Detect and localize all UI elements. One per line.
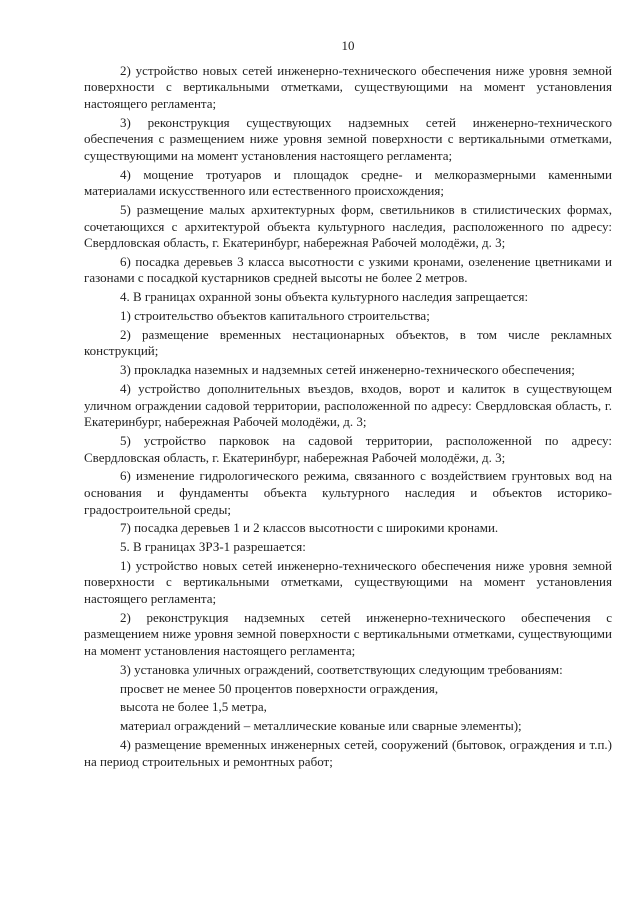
- requirement-line: материал ограждений – металлические кованые или сварные элементы);: [120, 718, 522, 734]
- paragraph-4-3: 4) размещение временных инженерных сетей, сооружений (бытовок, ограждения и т.п.) на период строительных и ремонтных работ;: [84, 736, 612, 769]
- paragraph-6-2: 6) изменение гидрологического режима, связанного с воздействием грунтовых вод на основания и фундаменты объекта культурного наследия и объектов историко-градостроительной среды;: [84, 468, 612, 517]
- paragraph-4-1: 4) мощение тротуаров и площадок средне- и мелкоразмерными каменными материалами искусственного или естественного происхождения;: [84, 166, 612, 199]
- section-4-heading: 4. В границах охранной зоны объекта культурного наследия запрещается:: [120, 289, 529, 305]
- section-5-heading: 5. В границах ЗРЗ-1 разрешается:: [120, 539, 306, 555]
- paragraph-1-3: 1) устройство новых сетей инженерно-технического обеспечения ниже уровня земной поверхности с вертикальными отметками, существующими на момент установления настоящего регламента;: [84, 557, 612, 607]
- paragraph-2-2: 2) размещение временных нестационарных объектов, в том числе рекламных конструкций;: [84, 326, 612, 359]
- requirement-line: просвет не менее 50 процентов поверхности ограждения,: [120, 680, 439, 696]
- paragraph-4-2: 4) устройство дополнительных въездов, входов, ворот и калиток в существующем уличном ограждении садовой территории, расположенной по адресу: Свердловская область, г. Екатеринбург, набережная Рабочей молодёжи, д. 3;: [84, 380, 612, 430]
- paragraph-1-2: 1) строительство объектов капитального строительства;: [120, 308, 430, 324]
- paragraph-6-1: 6) посадка деревьев 3 класса высотности с узкими кронами, озеленение цветниками и газонами с посадкой кустарников средней высоты не более 2 метров.: [84, 253, 612, 286]
- paragraph-7-2: 7) посадка деревьев 1 и 2 классов высотности с широкими кронами.: [120, 520, 499, 536]
- paragraph-5-2: 5) устройство парковок на садовой территории, расположенной по адресу: Свердловская область, г. Екатеринбург, набережная Рабочей молодёжи, д. 3;: [84, 432, 612, 465]
- paragraph-2-1: 2) устройство новых сетей инженерно-технического обеспечения ниже уровня земной поверхности с вертикальными отметками, существующими на момент установления настоящего регламента;: [84, 62, 612, 111]
- requirement-line: высота не более 1,5 метра,: [120, 699, 267, 715]
- paragraph-3-1: 3) реконструкция существующих надземных сетей инженерно-технического обеспечения с размещением ниже уровня земной поверхности с вертикальными отметками, существующими на момент установления настоящего регламента;: [84, 114, 612, 163]
- paragraph-2-3: 2) реконструкция надземных сетей инженерно-технического обеспечения с размещением ниже уровня земной поверхности с вертикальными отметками, существующими на момент установления настоящего регламента;: [84, 609, 612, 658]
- paragraph-5-1: 5) размещение малых архитектурных форм, светильников в стилистических формах, сочетающихся с архитектурой объекта культурного наследия, расположенного по адресу: Свердловская область, г. Екатеринбург, набережная Рабочей молодёжи, д. 3;: [84, 201, 612, 251]
- paragraph-3-2: 3) прокладка наземных и надземных сетей инженерно-технического обеспечения;: [120, 362, 575, 378]
- paragraph-3-3: 3) установка уличных ограждений, соответствующих следующим требованиям:: [120, 661, 563, 677]
- page-number: 10: [341, 38, 355, 53]
